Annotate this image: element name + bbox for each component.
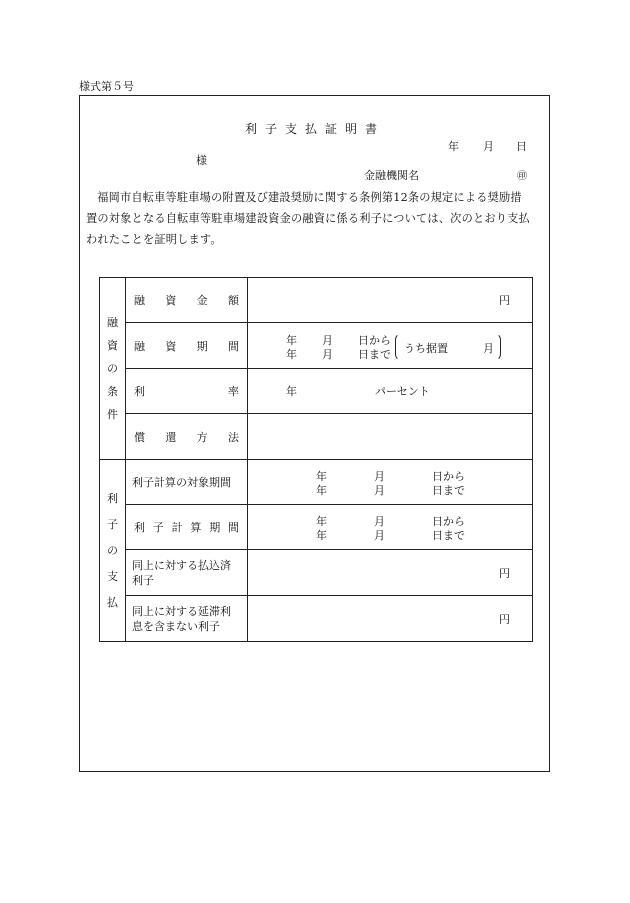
until-label: 日まで xyxy=(432,529,465,542)
month-label: 月 xyxy=(374,529,385,542)
seal-mark: ㊞ xyxy=(517,171,527,182)
target-period-value xyxy=(248,460,533,505)
target-period-label: 利子計算の対象期間 xyxy=(126,460,248,505)
grace-unit: 月 xyxy=(483,341,494,355)
grace-label: うち据置 xyxy=(404,341,448,355)
loan-period-label: 融資期間 xyxy=(126,323,248,369)
year-label: 年 xyxy=(316,484,327,497)
percent-label: パーセント xyxy=(375,385,430,398)
calc-period-value xyxy=(248,505,533,550)
grace-bracket xyxy=(395,333,501,361)
details-table xyxy=(99,277,533,642)
section-char: 子 xyxy=(107,517,118,531)
table-row xyxy=(100,596,533,642)
calc-period-label: 利子計算期間 xyxy=(126,505,248,550)
section-loan-conditions xyxy=(100,278,126,460)
yen-unit: 円 xyxy=(499,612,510,626)
section-char: 払 xyxy=(107,595,118,609)
year-label: 年 xyxy=(286,333,297,347)
month-label: 月 xyxy=(374,470,385,483)
document-title: 利子支払証明書 xyxy=(244,122,385,136)
yen-unit: 円 xyxy=(499,294,510,307)
interest-rate-label: 利率 xyxy=(126,369,248,414)
month-label: 月 xyxy=(374,484,385,497)
date-year-label: 年 xyxy=(448,140,459,153)
table-row xyxy=(100,323,533,369)
year-label: 年 xyxy=(316,529,327,542)
rate-year-label: 年 xyxy=(286,385,297,398)
loan-amount-value xyxy=(248,278,533,323)
section-char: 支 xyxy=(107,569,118,583)
certification-text: 福岡市自転車等駐車場の附置及び建設奨励に関する条例第12条の規定による奨励措置の対象となる自転車等駐車場建設資金の融資に係る利子については、次のとおり支払われたことを証明します。 xyxy=(86,191,530,246)
section-char: 資 xyxy=(107,339,118,352)
until-label: 日まで xyxy=(432,484,465,497)
form-number-label: 様式第５号 xyxy=(79,80,134,93)
loan-period-value xyxy=(248,323,533,369)
repayment-method-value xyxy=(248,414,533,460)
interest-rate-value xyxy=(248,369,533,414)
year-label: 年 xyxy=(316,470,327,483)
section-char: の xyxy=(107,543,118,557)
paid-interest-value xyxy=(248,550,533,596)
section-interest-payment xyxy=(100,460,126,642)
section-char: 条 xyxy=(107,385,118,398)
month-label: 月 xyxy=(374,515,385,528)
section-char: 融 xyxy=(107,316,118,329)
table-row xyxy=(100,414,533,460)
bank-name-label: 金融機関名 xyxy=(364,169,419,182)
section-label xyxy=(100,486,125,616)
section-char: 件 xyxy=(107,408,118,421)
yen-unit: 円 xyxy=(499,566,510,580)
from-label: 日から xyxy=(432,470,465,483)
from-label: 日から xyxy=(358,333,391,347)
until-label: 日まで xyxy=(358,347,391,361)
table-row xyxy=(100,278,533,323)
interest-excl-delay-value xyxy=(248,596,533,642)
month-label: 月 xyxy=(322,347,333,361)
date-day-label: 日 xyxy=(516,140,527,153)
table-row xyxy=(100,505,533,550)
table-row xyxy=(100,550,533,596)
year-label: 年 xyxy=(316,515,327,528)
section-char: の xyxy=(107,362,118,375)
repayment-method-label: 償還方法 xyxy=(126,414,248,460)
loan-amount-label: 融資金額 xyxy=(126,278,248,323)
month-label: 月 xyxy=(322,333,333,347)
section-label xyxy=(100,311,125,426)
addressee-suffix: 様 xyxy=(196,154,207,167)
table-row xyxy=(100,369,533,414)
interest-excl-delay-label: 同上に対する延滞利息を含まない利子 xyxy=(126,596,248,642)
section-char: 利 xyxy=(107,491,118,505)
year-label: 年 xyxy=(286,347,297,361)
paid-interest-label: 同上に対する払込済利子 xyxy=(126,550,248,596)
table-row xyxy=(100,460,533,505)
date-month-label: 月 xyxy=(483,140,494,153)
from-label: 日から xyxy=(432,515,465,528)
